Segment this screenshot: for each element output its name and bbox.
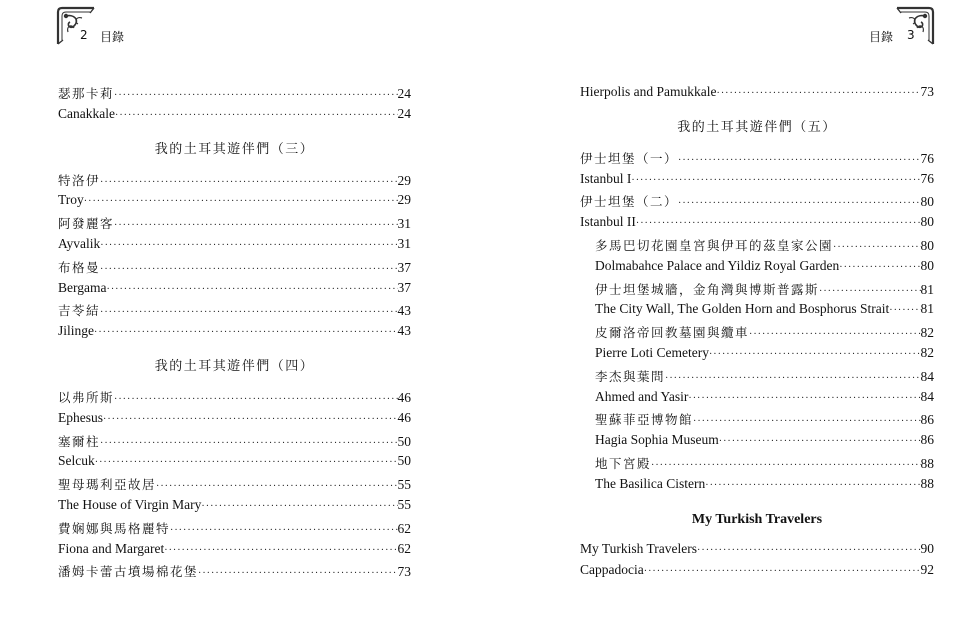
toc-entry[interactable]	[580, 345, 934, 367]
toc-entry-title: Fiona and Margaret	[58, 540, 165, 556]
dot-leader	[719, 436, 921, 447]
dot-leader	[198, 568, 397, 579]
toc-entry-page-number: 62	[397, 540, 411, 556]
toc-entry-title: Bergama	[58, 279, 107, 295]
toc-entry-title: 以弗所斯	[58, 389, 115, 405]
toc-entry[interactable]	[58, 432, 411, 454]
right-page	[477, 0, 954, 644]
toc-entry-page-number: 37	[397, 279, 411, 295]
dot-leader	[688, 393, 920, 404]
toc-entry[interactable]	[58, 171, 411, 193]
toc-entry[interactable]	[58, 541, 411, 563]
toc-entry-page-number: 73	[920, 84, 934, 99]
toc-entry-title: 塞爾柱	[58, 433, 101, 449]
toc-entry-title: 伊士坦堡城牆，金角灣與博斯普露斯	[595, 281, 820, 297]
toc-entry-page-number: 24	[397, 86, 411, 101]
toc-entry[interactable]	[580, 84, 934, 106]
toc-entry-page-number: 43	[397, 303, 411, 319]
toc-entry[interactable]	[58, 519, 411, 541]
toc-entry[interactable]	[580, 192, 934, 214]
section-heading: 我的土耳其遊伴們（三）	[154, 141, 315, 157]
toc-entry-title: 聖蘇菲亞博物館	[595, 412, 694, 428]
toc-entry-title: Jilinge	[58, 323, 94, 339]
toc-entry-page-number: 86	[920, 412, 934, 428]
toc-entry-page-number: 76	[920, 170, 934, 186]
toc-entry[interactable]	[58, 84, 411, 106]
toc-entry-title: My Turkish Travelers	[580, 540, 698, 556]
toc-entry[interactable]	[580, 258, 934, 280]
toc-entry-page-number: 92	[920, 562, 934, 578]
running-header-title: 目錄	[100, 30, 125, 44]
corner-ornament-icon	[895, 6, 935, 46]
toc-entry-page-number: 62	[397, 520, 411, 536]
toc-entry-page-number: 43	[397, 323, 411, 339]
dot-leader	[651, 460, 920, 471]
dot-leader	[100, 240, 397, 251]
toc-entry-page-number: 31	[397, 235, 411, 251]
toc-entry[interactable]	[580, 323, 934, 345]
dot-leader	[115, 110, 398, 121]
toc-entry-page-number: 55	[397, 496, 411, 512]
toc-entry-page-number: 86	[920, 432, 934, 448]
toc-entry[interactable]	[58, 236, 411, 258]
dot-leader	[636, 218, 921, 229]
dot-leader	[201, 501, 397, 512]
toc-entry-page-number: 84	[920, 368, 934, 384]
toc-entry-page-number: 24	[397, 105, 411, 121]
toc-entry[interactable]	[58, 214, 411, 236]
running-header-title: 目錄	[869, 30, 894, 44]
toc-entry-title: Dolmabahce Palace and Yildiz Royal Garden	[595, 257, 840, 273]
toc-entry-page-number: 90	[920, 540, 934, 556]
toc-entry[interactable]	[58, 106, 411, 128]
toc-entry-page-number: 82	[920, 325, 934, 341]
dot-leader	[100, 307, 397, 318]
toc-entry-title: 布格曼	[58, 259, 101, 275]
dot-leader	[84, 196, 398, 207]
toc-entry-page-number: 80	[920, 194, 934, 210]
toc-entry-page-number: 73	[397, 564, 411, 580]
toc-entry-title: Ayvalik	[58, 235, 101, 251]
toc-entry-title: Istanbul II	[580, 214, 636, 230]
toc-entry[interactable]	[580, 367, 934, 389]
section-heading: 我的土耳其遊伴們（四）	[154, 358, 315, 374]
toc-entry[interactable]	[580, 389, 934, 411]
dot-leader	[678, 155, 920, 166]
toc-entry-title: 伊士坦堡（一）	[580, 150, 679, 166]
dot-leader	[678, 198, 920, 209]
toc-entry-page-number: 80	[920, 214, 934, 230]
dot-leader	[833, 242, 920, 253]
dot-leader	[697, 545, 920, 556]
dot-leader	[100, 177, 397, 188]
dot-leader	[644, 566, 921, 577]
dot-leader	[631, 175, 920, 186]
toc-entry[interactable]	[580, 149, 934, 171]
toc-entry[interactable]	[58, 301, 411, 323]
toc-entry-title: Canakkale	[58, 105, 115, 121]
page-number: 3	[907, 28, 915, 42]
dot-leader	[819, 286, 920, 297]
toc-entry-page-number: 50	[397, 433, 411, 449]
dot-leader	[693, 416, 920, 427]
toc-entry[interactable]	[58, 280, 411, 302]
toc-entry-title: 皮爾洛帝回教墓園與纜車	[595, 325, 750, 341]
toc-entry-page-number: 76	[920, 150, 934, 166]
toc-entry-title: Istanbul I	[580, 170, 632, 186]
toc-entry-title: Troy	[58, 192, 84, 208]
toc-entry[interactable]	[580, 432, 934, 454]
section-heading: 我的土耳其遊伴們（五）	[677, 119, 837, 135]
toc-entry-title: Ephesus	[58, 409, 103, 425]
toc-list-right	[580, 84, 934, 584]
dot-leader	[156, 481, 397, 492]
toc-entry-title: 特洛伊	[58, 172, 101, 188]
toc-entry-page-number: 81	[920, 281, 934, 297]
toc-entry-title: 瑟那卡莉	[58, 86, 115, 101]
dot-leader	[170, 525, 397, 536]
dot-leader	[705, 480, 920, 491]
toc-entry-page-number: 37	[397, 259, 411, 275]
toc-entry[interactable]	[580, 301, 934, 323]
toc-entry-title: 吉苓結	[58, 303, 101, 319]
toc-entry[interactable]	[580, 236, 934, 258]
dot-leader	[114, 90, 397, 101]
toc-entry-page-number: 46	[397, 389, 411, 405]
page-number: 2	[80, 28, 88, 42]
toc-entry[interactable]	[58, 323, 411, 345]
dot-leader	[95, 457, 398, 468]
toc-entry[interactable]	[58, 562, 411, 584]
toc-entry-title: Hierpolis and Pamukkale	[580, 84, 717, 99]
toc-entry[interactable]	[58, 410, 411, 432]
toc-entry-title: The City Wall, The Golden Horn and Bosphorus Strait	[595, 301, 890, 317]
toc-entry[interactable]	[580, 214, 934, 236]
dot-leader	[749, 329, 920, 340]
toc-entry[interactable]	[580, 562, 934, 584]
toc-entry-page-number: 50	[397, 453, 411, 469]
dot-leader	[106, 284, 397, 295]
dot-leader	[94, 327, 398, 338]
toc-entry[interactable]	[580, 541, 934, 563]
dot-leader	[164, 545, 397, 556]
toc-entry[interactable]	[580, 476, 934, 498]
toc-entry[interactable]	[58, 497, 411, 519]
dot-leader	[839, 262, 920, 273]
toc-entry-title: Ahmed and Yasir	[595, 388, 689, 404]
toc-entry-title: 費娴娜與馬格麗特	[58, 520, 171, 536]
dot-leader	[114, 394, 397, 405]
toc-entry[interactable]	[580, 454, 934, 476]
dot-leader	[716, 88, 920, 99]
toc-entry-page-number: 80	[920, 237, 934, 253]
toc-entry[interactable]	[58, 388, 411, 410]
toc-entry-title: 李杰與葉問	[595, 368, 666, 384]
toc-entry-title: Hagia Sophia Museum	[595, 432, 719, 448]
toc-entry[interactable]	[58, 258, 411, 280]
toc-entry[interactable]	[580, 410, 934, 432]
dot-leader	[100, 438, 397, 449]
dot-leader	[709, 349, 921, 360]
dot-leader	[100, 264, 397, 275]
toc-entry[interactable]	[580, 171, 934, 193]
section-heading: My Turkish Travelers	[691, 511, 823, 527]
dot-leader	[103, 414, 398, 425]
toc-entry-title: 潘姆卡蕾古墳場棉花堡	[58, 564, 199, 580]
toc-entry-page-number: 88	[920, 475, 934, 491]
toc-entry[interactable]	[580, 280, 934, 302]
toc-entry-title: 阿發麗客	[58, 216, 115, 232]
toc-entry-page-number: 29	[397, 172, 411, 188]
toc-entry-title: Selcuk	[58, 453, 95, 469]
toc-entry-title: 地下宮殿	[595, 455, 652, 471]
toc-entry-title: 伊士坦堡（二）	[580, 194, 679, 210]
dot-leader	[665, 373, 920, 384]
toc-entry-page-number: 55	[397, 477, 411, 493]
dot-leader	[889, 305, 920, 316]
toc-entry[interactable]	[58, 192, 411, 214]
toc-entry-page-number: 29	[397, 192, 411, 208]
toc-entry-title: The House of Virgin Mary	[58, 496, 202, 512]
toc-entry-title: Cappadocia	[580, 562, 644, 578]
toc-list-left	[58, 84, 411, 584]
toc-entry-page-number: 84	[920, 388, 934, 404]
toc-entry-page-number: 46	[397, 409, 411, 425]
toc-entry-title: Pierre Loti Cemetery	[595, 344, 709, 360]
toc-entry-title: The Basilica Cistern	[595, 475, 706, 491]
toc-entry-page-number: 80	[920, 257, 934, 273]
toc-entry-page-number: 31	[397, 216, 411, 232]
corner-ornament-icon	[56, 6, 96, 46]
toc-entry-title: 聖母瑪利亞故居	[58, 477, 157, 493]
dot-leader	[114, 220, 397, 231]
toc-entry-page-number: 82	[920, 344, 934, 360]
toc-entry[interactable]	[58, 453, 411, 475]
toc-entry-page-number: 81	[920, 301, 934, 317]
toc-entry[interactable]	[58, 475, 411, 497]
toc-entry-page-number: 88	[920, 455, 934, 471]
toc-entry-title: 多馬巴切花園皇宮與伊耳的茲皇家公園	[595, 237, 834, 253]
